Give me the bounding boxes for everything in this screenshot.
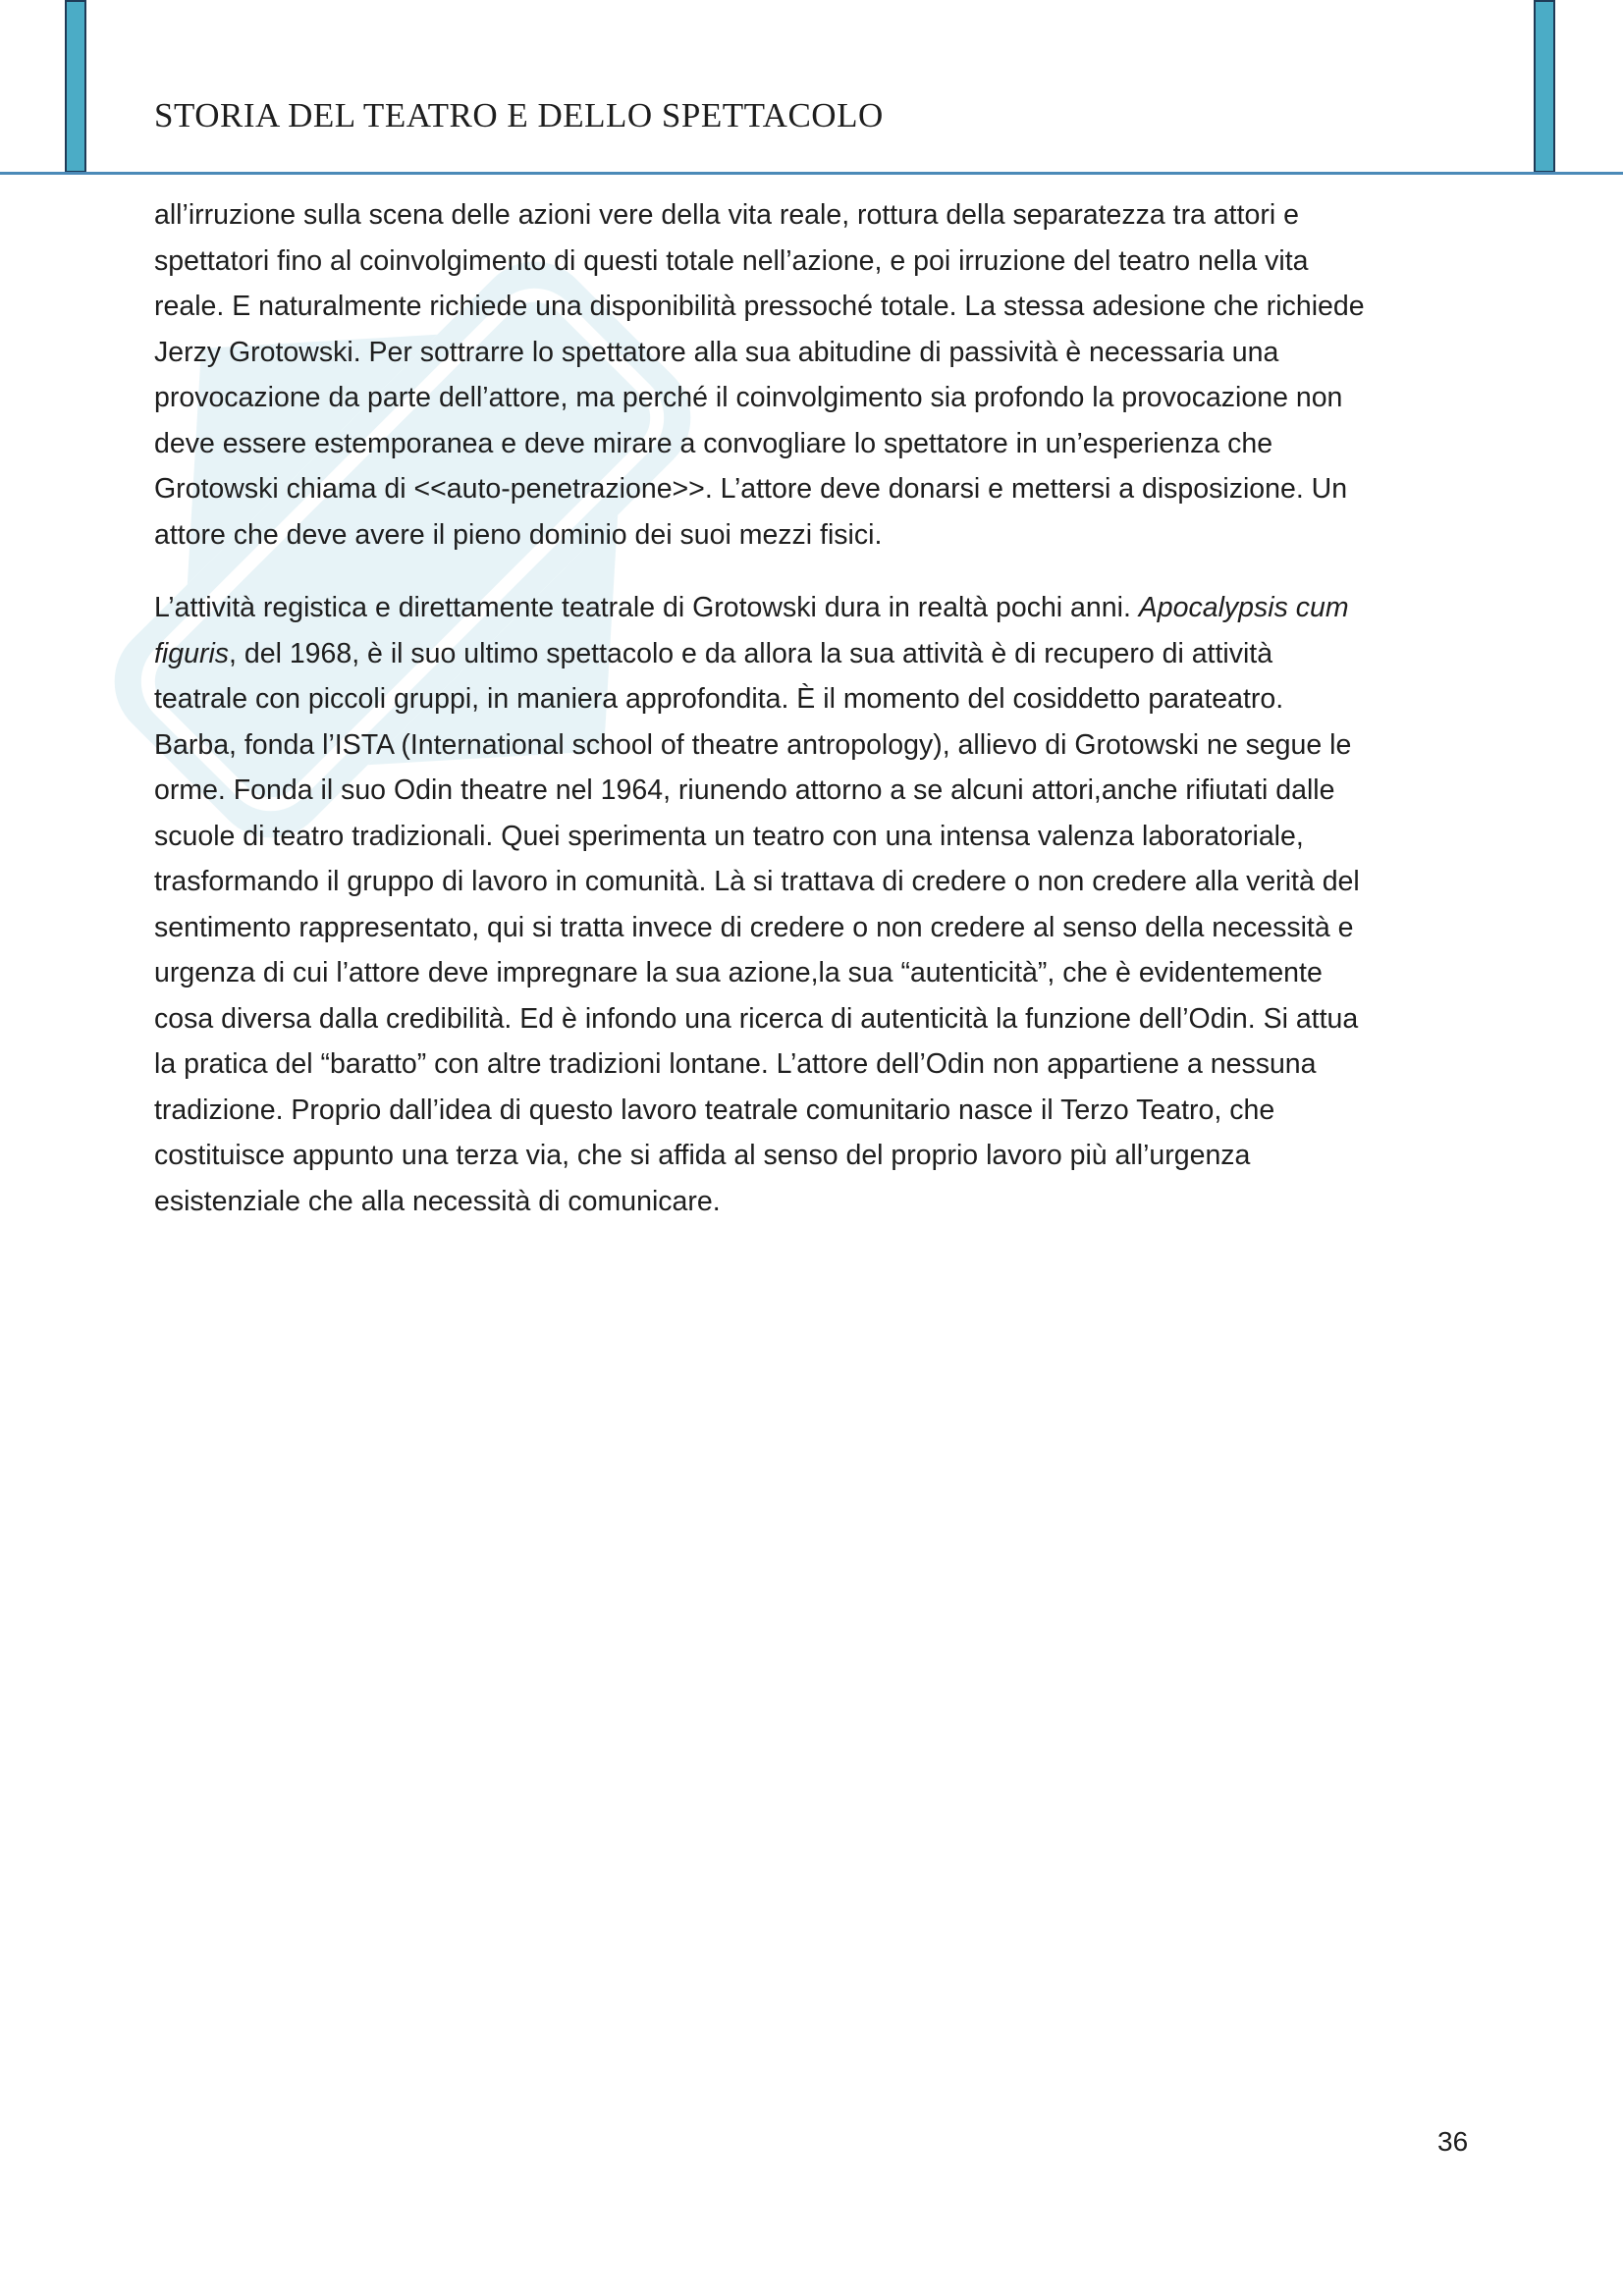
header-rule — [0, 172, 1623, 175]
page-number: 36 — [1437, 2126, 1469, 2157]
paragraph-2 — [154, 585, 1470, 1224]
text-line: provocazione da parte dell’attore, ma perché il coinvolgimento sia profondo la provocazione non — [154, 382, 1343, 413]
text-line: Barba, fonda l’ISTA (International school of theatre antropology), allievo di Grotowski ne segue le — [154, 728, 1352, 761]
italic-title: figuris — [154, 637, 230, 669]
header-right-accent-bar — [1534, 0, 1555, 173]
header-left-accent-bar — [65, 0, 86, 173]
text-line: Grotowski chiama di <<auto-penetrazione>>. L’attore deve donarsi e mettersi a disposizione. Un — [154, 473, 1348, 505]
italic-title: Apocalypsis cum — [1138, 592, 1349, 623]
text-line: Jerzy Grotowski. Per sottrarre lo spettatore alla sua abitudine di passività è necessaria una — [154, 336, 1279, 368]
text-line: teatrale con piccoli gruppi, in maniera approfondita. È il momento del cosiddetto parateatro. — [154, 683, 1284, 715]
text-line: costituisce appunto una terza via, che si affida al senso del proprio lavoro più all’urgenza — [154, 1140, 1251, 1171]
text-run: L’attività registica e direttamente teatrale di Grotowski dura in realtà pochi anni. — [154, 592, 1139, 623]
text-line: all’irruzione sulla scena delle azioni vere della vita reale, rottura della separatezza tra attori e — [154, 199, 1299, 231]
text-line: esistenziale che alla necessità di comunicare. — [154, 1185, 721, 1217]
text-line: cosa diversa dalla credibilità. Ed è infondo una ricerca di autenticità la funzione dell’Odin. Si attua — [154, 1002, 1359, 1035]
text-line — [154, 631, 1470, 677]
text-line: scuole di teatro tradizionali. Quei sperimenta un teatro con una intensa valenza laboratoriale, — [154, 820, 1304, 852]
text-line: trasformando il gruppo di lavoro in comunità. Là si trattava di credere o non credere alla verità del — [154, 866, 1360, 897]
text-line: attore che deve avere il pieno dominio dei suoi mezzi fisici. — [154, 518, 883, 551]
text-line: tradizione. Proprio dall’idea di questo lavoro teatrale comunitario nasce il Terzo Teatro, che — [154, 1094, 1275, 1126]
text-line: urgenza di cui l’attore deve impregnare la sua azione,la sua “autenticità”, che è evidentemente — [154, 957, 1323, 988]
text-line: orme. Fonda il suo Odin theatre nel 1964, riunendo attorno a se alcuni attori,anche rifiutati dalle — [154, 774, 1335, 806]
text-line: la pratica del “baratto” con altre tradizioni lontane. L’attore dell’Odin non appartiene a nessuna — [154, 1048, 1317, 1080]
text-line — [154, 585, 1470, 631]
text-line: reale. E naturalmente richiede una disponibilità pressoché totale. La stessa adesione che richiede — [154, 291, 1365, 322]
text-line: spettatori fino al coinvolgimento di questi totale nell’azione, e poi irruzione del teatro nella vita — [154, 244, 1309, 277]
text-line: deve essere estemporanea e deve mirare a convogliare lo spettatore in un’esperienza che — [154, 427, 1273, 459]
paragraph-1 — [154, 192, 1470, 558]
text-line: sentimento rappresentato, qui si tratta invece di credere o non credere al senso della necessità e — [154, 911, 1354, 943]
text-run: , del 1968, è il suo ultimo spettacolo e da allora la sua attività è di recupero di attività — [229, 637, 1273, 669]
body-text — [154, 192, 1470, 1224]
running-header-title: STORIA DEL TEATRO E DELLO SPETTACOLO — [154, 96, 884, 134]
